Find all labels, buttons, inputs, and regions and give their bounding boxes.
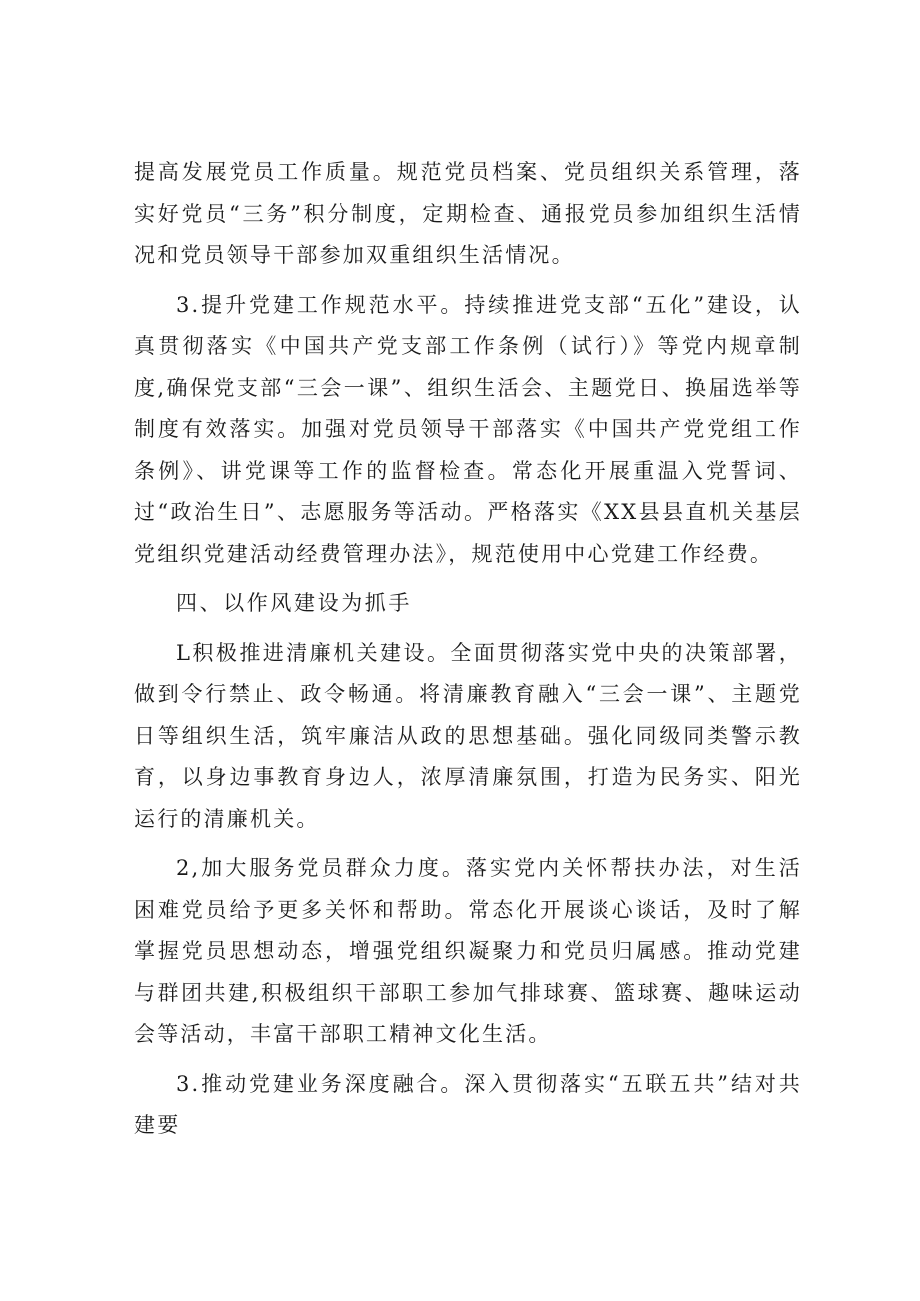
paragraph-3-standardization: 3.提升党建工作规范水平。持续推进党支部“五化”建设，认真贯彻落实《中国共产党支部工作条例（试行）》等党内规章制度,确保党支部“三会一课”、组织生活会、主题党日、换届选举等制度有效落实。加强对党员领导干部落实《中国共产党党组工作条例》、讲党课等工作的监督检查。常态化开展重温入党誓词、过“政治生日”、志愿服务等活动。严格落实《XX县县直机关基层党组织党建活动经费管理办法》，规范使用中心党建工作经费。 <box>134 292 802 566</box>
paragraph-2-service: 2,加大服务党员群众力度。落实党内关怀帮扶办法，对生活困难党员给予更多关怀和帮助。常态化开展谈心谈话，及时了解掌握党员思想动态，增强党组织凝聚力和党员归属感。推动党建与群团共建,积极组织干部职工参加气排球赛、篮球赛、趣味运动会等活动，丰富干部职工精神文化生活。 <box>134 856 802 1046</box>
section-heading-4: 四、以作风建设为抓手 <box>176 591 412 615</box>
paragraph-3-integration: 3.推动党建业务深度融合。深入贯彻落实“五联五共”结对共建要 <box>134 1071 802 1137</box>
paragraph-continued: 提高发展党员工作质量。规范党员档案、党员组织关系管理，落实好党员“三务”积分制度，定期检查、通报党员参加组织生活情况和党员领导干部参加双重组织生活情况。 <box>134 160 802 267</box>
paragraph-1-clean-government: L积极推进清廉机关建设。全面贯彻落实党中央的决策部署，做到令行禁止、政令畅通。将清廉教育融入“三会一课”、主题党日等组织生活，筑牢廉洁从政的思想基础。强化同级同类警示教育，以身边事教育身边人，浓厚清廉氛围，打造为民务实、阳光运行的清廉机关。 <box>134 640 802 831</box>
document-body <box>134 152 802 1147</box>
